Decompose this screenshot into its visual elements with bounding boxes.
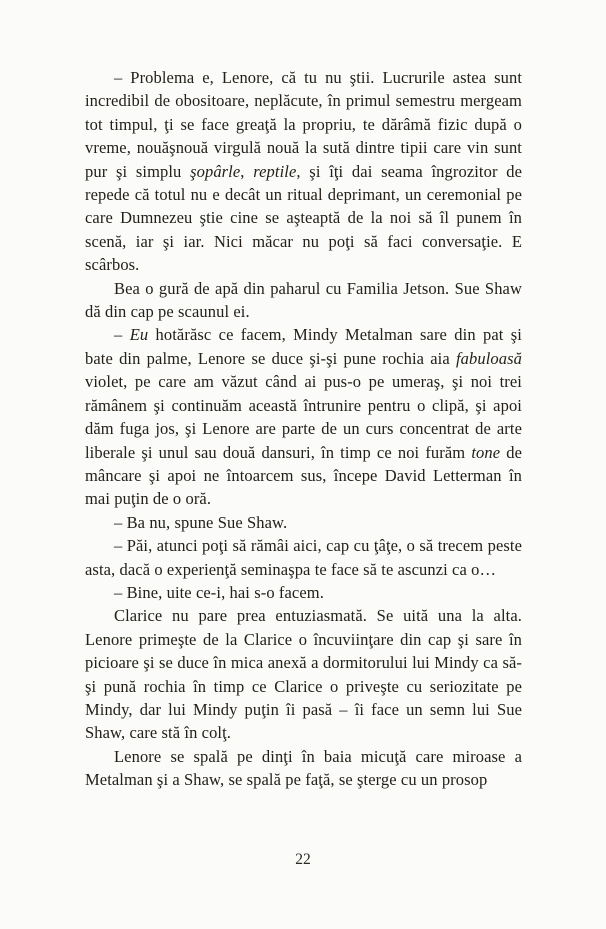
paragraph: – Păi, atunci poţi să rămâi aici, cap cu ţâţe, o să trecem peste asta, dacă o experienţă seminaşpa te face să te ascunzi ca o… (85, 536, 522, 579)
paragraph: – Eu hotărăsc ce facem, Mindy Metalman sare din pat şi bate din palme, Lenore se duce şi-şi pune rochia aia fabuloasă violet, pe care am văzut când ai pus-o pe umeraş, şi noi trei rămânem şi continuăm această întrunire pentru o clipă, şi apoi dăm fuga jos, şi Lenore are parte de un curs concentrat de arte liberale şi unul sau două dansuri, în timp ce noi furăm tone de mâncare şi apoi ne întoarcem sus, începe David Letterman în mai puţin de o oră. (85, 325, 523, 509)
paragraph: Bea o gură de apă din paharul cu Familia Jetson. Sue Shaw dă din cap pe scaunul ei. (85, 278, 522, 322)
paragraph: – Problema e, Lenore, că tu nu ştii. Lucrurile astea sunt incredibil de obositoare, neplăcute, în primul semestru mergeam tot timpul, ţi se face greaţă la propriu, te dărâmă fizic după o vreme, nouăşnouă virgulă nouă la sută dintre tipii care vin sunt pur şi simplu şopârle, reptile, şi îţi dai seama îngrozitor de repede că totul nu e decât un ritual deprimant, un ceremonial pe care Dumnezeu ştie cine se aşteaptă de la noi să îl punem în scenă, iar şi iar. Nici măcar nu poţi să faci conversaţie. E scârbos. (85, 68, 523, 275)
page-number: 22 (295, 851, 311, 868)
body-text (85, 66, 522, 792)
paragraph: Clarice nu pare prea entuziasmată. Se uită una la alta. Lenore primeşte de la Clarice o încuviinţare din cap şi sare în picioare şi se duce în mica anexă a dormitorului lui Mindy ca să-şi pună rochia în timp ce Clarice o priveşte cu seriozitate pe Mindy, dar lui Mindy puţin îi pasă – îi face un semn lui Sue Shaw, care stă în colţ. (85, 606, 522, 743)
paragraph: – Bine, uite ce-i, hai s-o facem. (114, 582, 324, 602)
paragraph: Lenore se spală pe dinţi în baia micuţă care miroase a Metalman şi a Shaw, se spală pe faţă, se şterge cu un prosop (85, 746, 522, 790)
paragraph: – Ba nu, spune Sue Shaw. (114, 512, 288, 532)
